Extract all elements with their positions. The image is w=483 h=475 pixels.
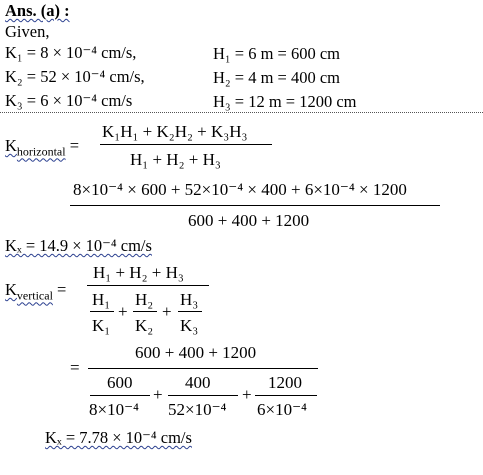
k-vertical-label xyxy=(5,280,66,303)
horizontal-substituted-fraction-bar xyxy=(70,205,440,206)
vertical-fraction-bar xyxy=(87,285,209,286)
vertical-substituted-fraction-bar xyxy=(88,368,318,369)
given-h2: H₂ = 4 m = 400 cm xyxy=(213,68,341,87)
vertical-term3-num: H₃ xyxy=(180,290,199,309)
k-vertical-subscript: vertical xyxy=(16,288,53,303)
vertical-sub-term1-den: 8×10⁻⁴ xyxy=(89,400,139,419)
vertical-term3-den: K₃ xyxy=(180,316,199,335)
k-horizontal-label xyxy=(5,136,79,159)
horizontal-fraction-bar xyxy=(100,144,272,145)
k-horizontal-equals: = xyxy=(69,136,80,155)
answer-label xyxy=(5,2,70,20)
vertical-substituted-numerator: 600 + 400 + 1200 xyxy=(135,343,257,362)
horizontal-denominator: H₁ + H₂ + H₃ xyxy=(130,150,221,169)
horizontal-result-text: Kₓ = 14.9 × 10⁻⁴ cm/s xyxy=(5,236,152,255)
answer-label-text: Ans. (a) : xyxy=(5,1,70,20)
given-h3: H₃ = 12 m = 1200 cm xyxy=(213,92,357,111)
vertical-sub-term2-bar xyxy=(168,395,238,396)
vertical-plus1: + xyxy=(118,302,128,321)
section-divider xyxy=(0,112,483,113)
vertical-term3-bar xyxy=(178,311,202,312)
vertical-sub-term1-num: 600 xyxy=(107,373,133,392)
vertical-result-text: Kₓ = 7.78 × 10⁻⁴ cm/s xyxy=(45,428,192,447)
vertical-sub-term3-bar xyxy=(255,395,317,396)
vertical-result xyxy=(45,428,192,448)
given-k1: K₁ = 8 × 10⁻⁴ cm/s, xyxy=(5,43,137,62)
vertical-term2-num: H₂ xyxy=(135,290,154,309)
k-vertical-equals: = xyxy=(57,280,67,299)
vertical-equals-2: = xyxy=(70,358,80,377)
vertical-sub-plus2: + xyxy=(242,385,252,404)
k-vertical-symbol: K xyxy=(5,280,17,299)
horizontal-numerator: K₁H₁ + K₂H₂ + K₃H₃ xyxy=(102,122,248,141)
vertical-plus2: + xyxy=(162,302,172,321)
horizontal-substituted-numerator: 8×10⁻⁴ × 600 + 52×10⁻⁴ × 400 + 6×10⁻⁴ × 1200 xyxy=(73,180,407,199)
k-horizontal-symbol: K xyxy=(5,136,17,155)
vertical-term2-den: K₂ xyxy=(135,316,154,335)
vertical-sub-term2-den: 52×10⁻⁴ xyxy=(168,400,227,419)
vertical-sub-plus1: + xyxy=(153,385,163,404)
vertical-term1-bar xyxy=(90,311,114,312)
given-label: Given, xyxy=(5,22,50,41)
vertical-sub-term3-num: 1200 xyxy=(268,373,302,392)
vertical-sub-term3-den: 6×10⁻⁴ xyxy=(257,400,307,419)
given-k2: K₂ = 52 × 10⁻⁴ cm/s, xyxy=(5,67,145,86)
vertical-term1-den: K₁ xyxy=(92,316,111,335)
vertical-term1-num: H₁ xyxy=(92,290,111,309)
vertical-term2-bar xyxy=(133,311,157,312)
given-h1: H₁ = 6 m = 600 cm xyxy=(213,44,341,63)
horizontal-substituted-denominator: 600 + 400 + 1200 xyxy=(188,211,310,230)
given-k3: K₃ = 6 × 10⁻⁴ cm/s xyxy=(5,91,133,110)
vertical-sub-term1-bar xyxy=(90,395,150,396)
horizontal-result xyxy=(5,236,152,256)
k-horizontal-subscript: horizontal xyxy=(16,144,66,159)
vertical-sub-term2-num: 400 xyxy=(185,373,211,392)
vertical-numerator: H₁ + H₂ + H₃ xyxy=(93,263,184,282)
